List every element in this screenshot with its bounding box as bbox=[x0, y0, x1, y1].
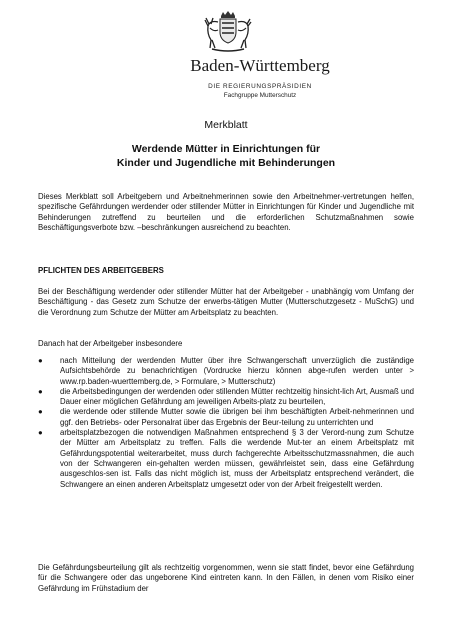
coat-of-arms-logo bbox=[202, 10, 254, 54]
bullet-icon: ● bbox=[38, 407, 43, 417]
obligations-list bbox=[38, 356, 414, 490]
list-item-text: arbeitsplatzbezogen die notwendigen Maßnahmen entsprechend § 3 der Verord-nung zum Schutze der Mütter am Arbeitsplatz zu treffen. Falls die werdende Mut-ter an einem Arbeitsplatz mit Gefährdungspotential weiterarbeitet, muss durch fachgerechte Arbeitsschutzmassnahmen, die auch von der Schwangeren ein-gehalten werden müssen, gewährleistet sein, dass eine Gefährdung ausgeschlos-sen ist. Falls das nicht möglich ist, muss der Arbeitsplatz entsprechend verändert, die Schwangere an einen anderen Arbeitsplatz umgesetzt oder von der Arbeit freigestellt werden. bbox=[60, 428, 414, 489]
document-type: Merkblatt bbox=[204, 119, 248, 131]
title-line-2: Kinder und Jugendliche mit Behinderungen bbox=[116, 157, 336, 169]
brand-name: Baden-Württemberg bbox=[190, 56, 330, 75]
paragraph-obligations: Bei der Beschäftigung werdender oder stillender Mütter hat der Arbeitgeber - unabhängig vom Umfang der Beschäftigung - das Gesetz zum Schutze der erwerbs-tätigen Mutter (Mutterschutzgesetz - MuSchG) und die Verordnung zum Schutze der Mütter am Arbeitsplatz zu beachten. bbox=[38, 287, 414, 317]
list-item-text: die werdende oder stillende Mutter sowie die übrigen bei ihm beschäftigten Arbeit-nehmerinnen und ggf. den Betriebs- oder Personalrat über das Ergebnis der Beur-teilung zu unterrichten und bbox=[60, 407, 414, 427]
section-heading: PFLICHTEN DES ARBEITGEBERS bbox=[38, 266, 164, 275]
bullet-icon: ● bbox=[38, 428, 43, 438]
bullet-icon: ● bbox=[38, 356, 43, 365]
list-item bbox=[38, 407, 414, 428]
list-item bbox=[38, 387, 414, 408]
bullet-icon: ● bbox=[38, 386, 43, 396]
list-item-text: die Arbeitsbedingungen der werdenden oder stillenden Mütter rechtzeitig hinsicht-lich Art, Ausmaß und Dauer einer möglichen Gefährdung am jeweiligen Arbeits-platz zu beurteilen, bbox=[60, 386, 414, 407]
list-item bbox=[38, 356, 414, 387]
department-line: Fachgruppe Mutterschutz bbox=[223, 92, 297, 99]
paragraph-lead-in: Danach hat der Arbeitgeber insbesondere bbox=[38, 339, 183, 348]
intro-paragraph: Dieses Merkblatt soll Arbeitgebern und Arbeitnehmerinnen sowie den Arbeitnehmer-vertretungen helfen, spezifische Gefährdungen werdender oder stillender Mütter in Einrichtungen für Kinder und Jugendliche mit Behinderungen zutreffend zu beurteilen und die erforderlichen Schutzmaßnahmen sowie Beschäftigungsverbote bzw. –beschränkungen ausreichend zu beachten. bbox=[38, 192, 414, 232]
paragraph-assessment: Die Gefährdungsbeurteilung gilt als rechtzeitig vorgenommen, wenn sie statt findet, bevor eine Gefährdung für die Schwangere oder das ungeborene Kind eintreten kann. In den Fällen, in denen vom Risiko einer Gefährdung im Frühstadium der bbox=[38, 563, 414, 593]
authority-line: DIE REGIERUNGSPRÄSIDIEN bbox=[208, 83, 312, 90]
list-item-text: nach Mitteilung der werdenden Mutter über ihre Schwangerschaft unverzüglich die zuständige Aufsichtsbehörde zu benachrichtigen (Vordrucke hierzu können abge-rufen werden unter > www.rp.baden-wuerttemberg.de, > Formulare, > Mutterschutz) bbox=[60, 356, 414, 386]
list-item bbox=[38, 428, 414, 490]
document-title bbox=[56, 142, 396, 170]
title-line-1: Werdende Mütter in Einrichtungen für bbox=[131, 143, 321, 155]
